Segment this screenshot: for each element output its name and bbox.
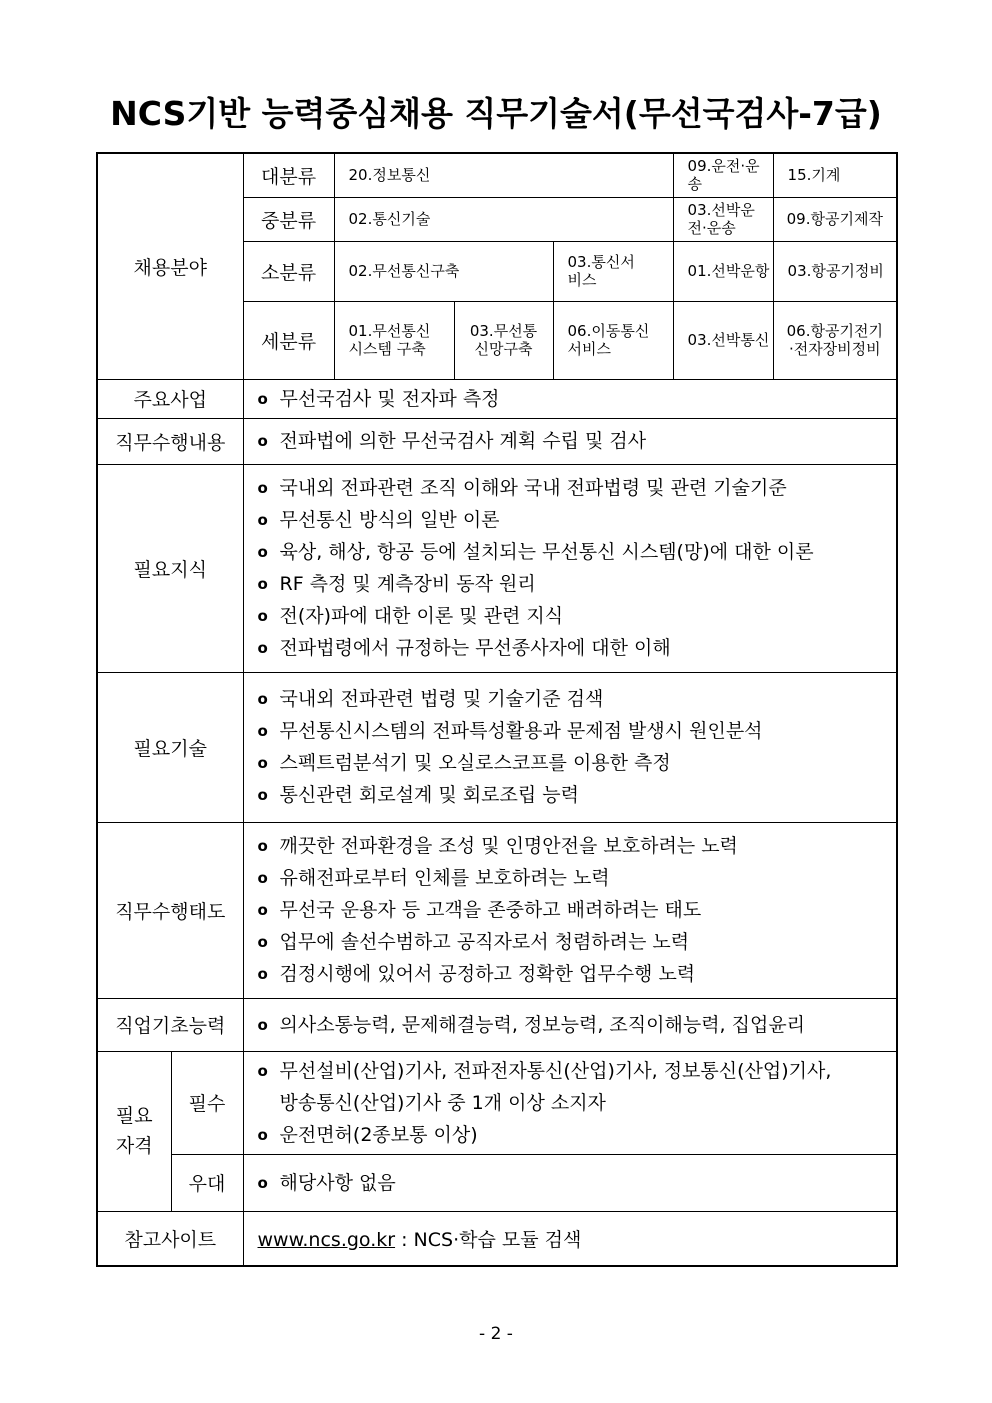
bullet-item: o 무선설비(산업)기사, 전파전자통신(산업)기사, 정보통신(산업)기사,	[258, 1055, 897, 1087]
skills-row	[97, 672, 897, 822]
detail-cell: 03.무선통신망구축	[454, 301, 553, 379]
required-qualification-row	[97, 1051, 897, 1154]
bullet-icon: o	[257, 389, 268, 408]
preferred-label: 우대	[171, 1154, 243, 1211]
middle-cell: 09.항공기제작	[773, 197, 897, 241]
bullet-item: o 무선국검사 및 전자파 측정	[258, 383, 897, 415]
detail-cell: 03.선박통신	[673, 301, 773, 379]
bullet-icon: o	[257, 965, 268, 983]
bullet-item: o 검정시행에 있어서 공정하고 정확한 업무수행 노력	[258, 958, 897, 990]
minor-cell: 02.무선통신구축	[334, 241, 553, 301]
reference-label: 참고사이트	[97, 1211, 243, 1266]
bullet-item: o 깨끗한 전파환경을 조성 및 인명안전을 보호하려는 노력	[258, 830, 897, 862]
main-business-label: 주요사업	[97, 379, 243, 418]
bullet-icon: o	[257, 722, 268, 740]
job-description-table	[96, 152, 898, 1267]
reference-text: NCS·학습 모듈 검색	[413, 1228, 582, 1251]
major-cell: 15.기계	[773, 153, 897, 197]
bullet-icon: o	[257, 690, 268, 708]
bullet-item: o 전(자)파에 대한 이론 및 관련 지식	[258, 600, 897, 632]
bullet-icon: o	[257, 511, 268, 529]
bullet-icon: o	[257, 432, 268, 450]
attitude-row	[97, 822, 897, 998]
bullet-item: o 무선통신 방식의 일반 이론	[258, 504, 897, 536]
detail-cell: 06.항공기전기·전자장비정비	[773, 301, 897, 379]
bullet-icon: o	[257, 479, 268, 497]
field-label: 채용분야	[97, 153, 243, 379]
bullet-icon: o	[257, 575, 268, 593]
bullet-item: o 운전면허(2종보통 이상)	[258, 1119, 897, 1151]
bullet-item: o 해당사항 없음	[258, 1167, 897, 1199]
bullet-item: o 통신관련 회로설계 및 회로조립 능력	[258, 779, 897, 811]
major-label: 대분류	[243, 153, 334, 197]
bullet-item: o 국내외 전파관련 조직 이해와 국내 전파법령 및 관련 기술기준	[258, 472, 897, 504]
bullet-icon: o	[257, 1173, 268, 1192]
bullet-icon: o	[257, 543, 268, 561]
page-title: NCS기반 능력중심채용 직무기술서(무선국검사-7급)	[110, 94, 882, 133]
knowledge-row	[97, 464, 897, 672]
bullet-icon: o	[257, 1015, 268, 1034]
reference-row: 참고사이트 www.ncs.go.kr : NCS·학습 모듈 검색	[97, 1211, 897, 1266]
middle-cell: 02.통신기술	[334, 197, 673, 241]
bullet-icon: o	[257, 901, 268, 919]
bullet-item: o 전파법령에서 규정하는 무선종사자에 대한 이해	[258, 632, 897, 664]
minor-cell: 03.통신서비스	[553, 241, 673, 301]
bullet-item: o 유해전파로부터 인체를 보호하려는 노력	[258, 862, 897, 894]
bullet-icon: o	[257, 837, 268, 855]
attitude-label: 직무수행태도	[97, 822, 243, 998]
skills-label: 필요기술	[97, 672, 243, 822]
bullet-item: o 육상, 해상, 항공 등에 설치되는 무선통신 시스템(망)에 대한 이론	[258, 536, 897, 568]
knowledge-label: 필요지식	[97, 464, 243, 672]
bullet-item: o RF 측정 및 계측장비 동작 원리	[258, 568, 897, 600]
bullet-item: o 무선통신시스템의 전파특성활용과 문제점 발생시 원인분석	[258, 715, 897, 747]
bullet-icon: o	[257, 786, 268, 804]
required-label: 필수	[171, 1051, 243, 1154]
detail-label: 세분류	[243, 301, 334, 379]
ncs-link[interactable]: www.ncs.go.kr	[257, 1228, 396, 1251]
major-cell: 20.정보통신	[334, 153, 673, 197]
main-business-row	[97, 379, 897, 418]
bullet-icon: o	[257, 639, 268, 657]
bullet-item: o 업무에 솔선수범하고 공직자로서 청렴하려는 노력	[258, 926, 897, 958]
bullet-icon: o	[257, 1125, 268, 1144]
bullet-item: o 전파법에 의한 무선국검사 계획 수립 및 검사	[258, 425, 897, 457]
basic-row	[97, 998, 897, 1051]
detail-cell: 01.무선통신시스템 구축	[334, 301, 454, 379]
middle-label: 중분류	[243, 197, 334, 241]
preferred-qualification-row	[97, 1154, 897, 1211]
duty-row	[97, 418, 897, 464]
bullet-icon: o	[257, 607, 268, 625]
bullet-icon: o	[257, 754, 268, 772]
qualification-label: 필요 자격	[97, 1051, 171, 1211]
bullet-item: o 스펙트럼분석기 및 오실로스코프를 이용한 측정	[258, 747, 897, 779]
bullet-item: o 무선국 운용자 등 고객을 존중하고 배려하려는 태도	[258, 894, 897, 926]
bullet-item: o 국내외 전파관련 법령 및 기술기준 검색	[258, 683, 897, 715]
minor-cell: 01.선박운항	[673, 241, 773, 301]
basic-label: 직업기초능력	[97, 998, 243, 1051]
major-row	[97, 153, 897, 197]
detail-cell: 06.이동통신서비스	[553, 301, 673, 379]
duty-label: 직무수행내용	[97, 418, 243, 464]
bullet-icon: o	[257, 1061, 268, 1080]
bullet-icon: o	[257, 869, 268, 887]
page-number: - 2 -	[479, 1324, 513, 1344]
middle-cell: 03.선박운전·운송	[673, 197, 773, 241]
bullet-item-continuation: 방송통신(산업)기사 중 1개 이상 소지자	[279, 1091, 606, 1114]
major-cell: 09.운전·운송	[673, 153, 773, 197]
bullet-icon: o	[257, 933, 268, 951]
minor-label: 소분류	[243, 241, 334, 301]
minor-cell: 03.항공기정비	[773, 241, 897, 301]
bullet-item: o 의사소통능력, 문제해결능력, 정보능력, 조직이해능력, 집업윤리	[258, 1009, 897, 1041]
